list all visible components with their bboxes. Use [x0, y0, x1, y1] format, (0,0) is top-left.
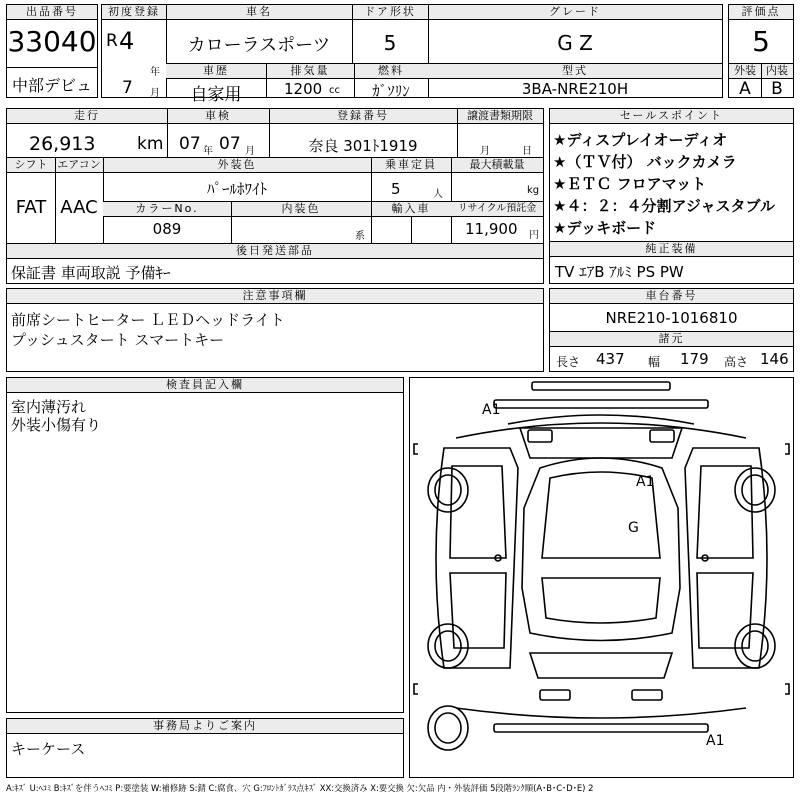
notes-label: 注意事項欄 [7, 289, 543, 304]
recycle-unit: 円 [529, 230, 539, 241]
later-parts-label: 後日発送部品 [7, 244, 543, 259]
damage-mark-front: A1 [482, 402, 501, 418]
load-unit: kg [527, 185, 540, 196]
recycle-fee: 11,900 [465, 220, 518, 238]
reg-number: 奈良 301ﾄ1919 [308, 137, 418, 155]
inspector-line-2: 外装小傷有り [11, 416, 102, 434]
mileage-label: 走行 [7, 109, 167, 124]
length-label: 長さ [556, 355, 581, 369]
notes-line-1: 前席シートヒーター ＬＥＤヘッドライト [11, 311, 285, 329]
legend: A:ｷｽﾞ U:ﾍｺﾐ B:ｷｽﾞを伴うﾍｺﾐ P:要塗装 W:補修跡 S:錆 C:腐食、穴 G:ﾌﾛﾝﾄｶﾞﾗｽ点ｷｽﾞ XX:交換済み X:要交換 欠:欠品 内・外装評価 5段階ﾗﾝｸ順(A･B･C･D･E) 2 [6, 783, 594, 793]
sales-point-3: ★ＥＴＣ フロアマット [553, 175, 707, 193]
ac-label: エアコン [55, 158, 103, 173]
capacity-unit: 人 [433, 189, 443, 200]
model-label: 型式 [428, 64, 722, 79]
later-parts: 保証書 車両取説 予備ｷｰ [11, 264, 171, 282]
score: 5 [752, 25, 770, 58]
reg-no-label: 登録番号 [269, 109, 457, 124]
model-code: 3BA-NRE210H [521, 80, 629, 98]
insp-year: 07 [179, 134, 201, 154]
office-text: キーケース [11, 740, 86, 758]
reg-month: 7 [122, 78, 133, 98]
interior-label: 内装 [761, 64, 793, 79]
insp-month-unit: 月 [245, 146, 255, 157]
reg-year: 4 [119, 27, 135, 55]
grade-label: グレード [428, 5, 722, 20]
transfer-month-unit: 月 [480, 146, 490, 157]
displacement-unit: cc [329, 85, 340, 96]
sales-point-5: ★デッキボード [553, 219, 657, 237]
inspector-label: 検査員記入欄 [7, 378, 403, 393]
equipment-label: 純正装備 [550, 242, 793, 257]
office-label: 事務局よりご案内 [7, 719, 403, 734]
chassis-box [549, 288, 794, 372]
fuel-label: 燃料 [354, 64, 428, 79]
height: 146 [760, 350, 789, 368]
year-unit: 年 [150, 67, 160, 78]
office-box [6, 718, 404, 778]
sales-point-4: ★４：２：４分割アジャスタブル [553, 197, 775, 215]
chassis-label: 車台番号 [550, 289, 793, 304]
damage-mark-rear: A1 [706, 733, 725, 749]
grade: G Z [557, 31, 593, 55]
transfer-day-unit: 日 [522, 146, 532, 157]
info-box [6, 108, 544, 284]
ext-color: ﾊﾟｰﾙﾎﾜｲﾄ [206, 180, 267, 198]
mileage: 26,913 [29, 133, 96, 155]
inspection-label: 車検 [167, 109, 269, 124]
exterior-grade: A [739, 79, 751, 99]
damage-diagram [409, 377, 794, 778]
ext-color-label: 外装色 [103, 158, 371, 173]
sales-point-2: ★（ＴＶ付） バックカメラ [553, 153, 737, 171]
notes-box [6, 288, 544, 372]
length: 437 [596, 350, 625, 368]
mileage-unit: km [137, 134, 164, 154]
color-no: 089 [152, 220, 182, 238]
color-no-label: カラーNo. [103, 202, 231, 217]
sales-point-label: セールスポイント [550, 109, 793, 124]
width-label: 幅 [648, 355, 661, 369]
int-color-unit: 系 [355, 231, 365, 242]
capacity-label: 乗車定員 [371, 158, 451, 173]
displacement: 1200 [284, 80, 323, 98]
door-label: ドア形状 [352, 5, 428, 20]
vehicle-header-box [101, 4, 723, 105]
load-label: 最大積載量 [451, 158, 543, 173]
damage-mark-glass: G [628, 520, 639, 536]
capacity: 5 [391, 180, 401, 198]
lot-label: 出品番号 [7, 5, 97, 20]
lot-box [6, 4, 98, 98]
transfer-label: 譲渡書類期限 [457, 109, 543, 124]
car-name-label: 車名 [166, 5, 352, 20]
recycle-label: リサイクル預託金 [451, 202, 543, 217]
chassis-number: NRE210-1016810 [605, 309, 738, 327]
exterior-label: 外装 [729, 64, 761, 79]
inspector-box [6, 377, 404, 713]
shift: FAT [15, 197, 47, 218]
interior-grade: B [771, 79, 783, 99]
damage-mark-roof: A1 [636, 474, 655, 490]
equipment: TV ｴｱB ｱﾙﾐ PS PW [555, 263, 684, 281]
score-label: 評価点 [729, 5, 793, 20]
sales-point-box [549, 108, 794, 284]
car-name: カローラスポーツ [187, 35, 331, 56]
month-unit: 月 [150, 88, 160, 99]
import-label: 輸入車 [371, 202, 451, 217]
int-color-label: 内装色 [231, 202, 371, 217]
dims-label: 諸元 [550, 332, 793, 347]
score-box [728, 4, 794, 98]
insp-year-unit: 年 [203, 146, 213, 157]
height-label: 高さ [724, 355, 749, 369]
era: R [106, 31, 118, 51]
notes-line-2: プッシュスタート スマートキー [11, 331, 225, 349]
fuel: ｶﾞｿﾘﾝ [372, 82, 410, 100]
first-reg-label: 初度登録 [102, 5, 166, 20]
car-diagram-svg [410, 378, 793, 777]
history-label: 車歴 [166, 64, 266, 79]
insp-month: 07 [219, 134, 241, 154]
door-count: 5 [383, 31, 397, 55]
sales-point-1: ★ディスプレイオーディオ [553, 131, 728, 149]
lot-number: 33040 [7, 25, 97, 58]
ac: AAC [60, 197, 98, 218]
shift-label: シフト [7, 158, 55, 173]
history: 自家用 [190, 85, 242, 105]
venue-name: 中部デビュ [11, 76, 92, 95]
displacement-label: 排気量 [266, 64, 354, 79]
width: 179 [680, 350, 709, 368]
inspector-line-1: 室内薄汚れ [11, 398, 87, 416]
